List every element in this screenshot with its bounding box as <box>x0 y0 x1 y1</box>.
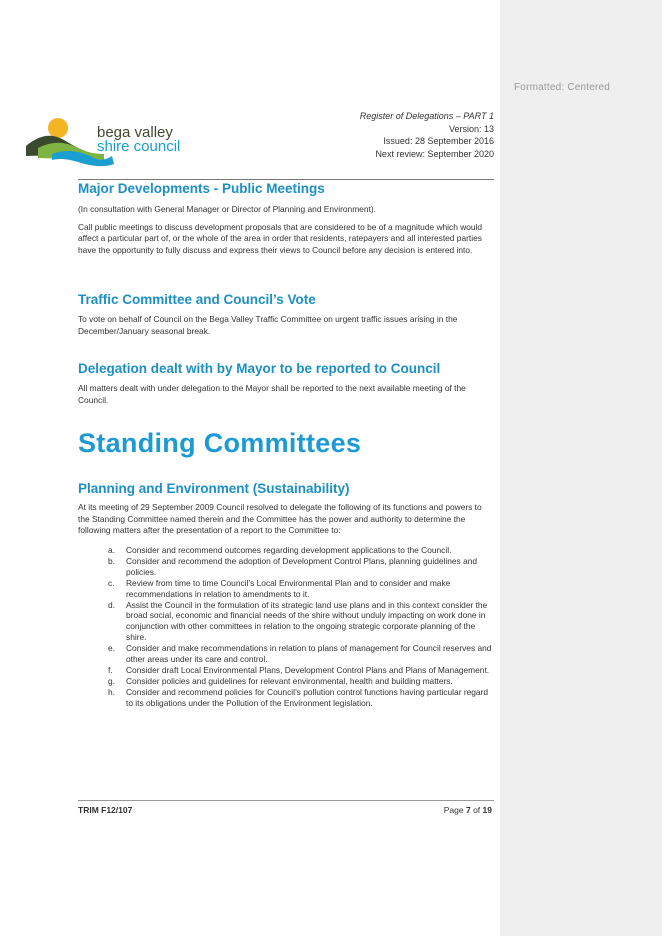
list-item: a. Consider and recommend outcomes regarding development applications to the Council. <box>108 545 452 555</box>
section-heading: Major Developments - Public Meetings <box>78 181 325 196</box>
page-number: Page 7 of 19 <box>443 805 492 815</box>
section-traffic-committee <box>78 292 492 337</box>
section-paragraph: To vote on behalf of Council on the Bega Valley Traffic Committee on urgent traffic issues arising in the December/January seasonal break. <box>78 314 458 336</box>
footer-rule <box>78 800 494 801</box>
section-heading: Traffic Committee and Council’s Vote <box>78 292 316 307</box>
section-paragraph: Call public meetings to discuss development proposals that are considered to be of a magnitude which would affect a particular part of, or the whole of the area in order that residents, ratepayers and all interested parties have the opportunity to fully discuss and express their views to Council before any decision is entered into. <box>78 221 483 255</box>
list-item: b. Consider and recommend the adoption of Development Control Plans, planning guidelines and policies. <box>108 555 478 577</box>
document-title: Register of Delegations – PART 1 <box>359 111 494 121</box>
logo-line-2: shire council <box>97 138 181 155</box>
list-item: e. Consider and make recommendations in relation to plans of management for Council reserves and other areas under its care and control. <box>108 643 492 665</box>
section-major-developments <box>78 181 492 256</box>
standing-committees-title: Standing Committees <box>78 428 362 458</box>
list-item: h. Consider and recommend policies for Council’s pollution control functions having particular regard to its obligations under the Pollution of the Environment legislation. <box>108 686 489 708</box>
document-header <box>340 110 494 160</box>
list-item: d. Assist the Council in the formulation of its strategic land use plans and in this context consider the broad social, economic and financial needs of the shire without unduly impacting on work done in conjunction with other committees in relation to the ongoing strategic corporate planning of the shire. <box>108 599 488 643</box>
standing-intro: At its meeting of 29 September 2009 Council resolved to delegate the following of its functions and powers to the Standing Committee named therein and the Committee has the power and authority to determine the following matters after the presentation of a report to the Committee to: <box>78 502 482 536</box>
delegated-functions-list <box>108 545 493 709</box>
section-mayor-delegation <box>78 361 492 406</box>
section-paragraph: (In consultation with General Manager or Director of Planning and Environment). <box>78 204 376 214</box>
list-item: f. Consider draft Local Environmental Plans, Development Control Plans and Plans of Management. <box>108 664 490 675</box>
issued-date: Issued: 28 September 2016 <box>383 136 494 147</box>
formatting-comment: Formatted: Centered <box>514 82 611 93</box>
section-planning-environment <box>78 481 492 537</box>
section-heading: Delegation dealt with by Mayor to be reported to Council <box>78 361 441 376</box>
next-review-date: Next review: September 2020 <box>375 148 494 159</box>
logo-sun <box>48 118 68 138</box>
logo-wordmark <box>97 126 180 154</box>
comment-gutter <box>500 0 662 936</box>
section-paragraph: All matters dealt with under delegation to the Mayor shall be reported to the next available meeting of the Council. <box>78 383 466 405</box>
trim-reference: TRIM F12/107 <box>78 805 133 815</box>
version-label: Version: 13 <box>448 123 494 134</box>
logo-line-1: bega valley <box>97 124 173 141</box>
header-rule <box>78 179 494 180</box>
list-item: c. Review from time to time Council’s Local Environmental Plan and to consider and make recommendations in relation to amendments to it. <box>108 577 451 599</box>
list-item: g. Consider policies and guidelines for relevant environmental, health and building matters. <box>108 675 453 686</box>
section-subheading: Planning and Environment (Sustainability) <box>78 481 350 496</box>
